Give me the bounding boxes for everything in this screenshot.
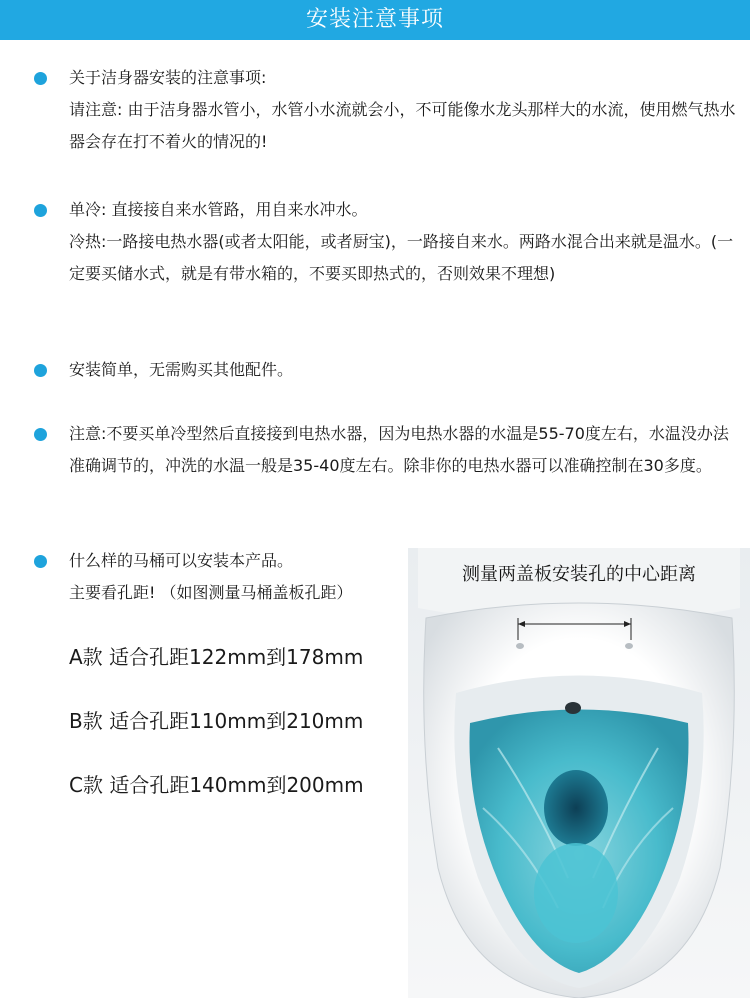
note-heading: 安装简单，无需购买其他配件。 (69, 360, 294, 379)
bullet-dot (34, 555, 47, 568)
note-heading: 什么样的马桶可以安装本产品。 (69, 551, 294, 570)
bullet-dot (34, 364, 47, 377)
note-body: 主要看孔距! （如图测量马桶盖板孔距） (69, 583, 353, 602)
page-title: 安装注意事项 (305, 7, 444, 32)
note-text-1 (69, 62, 739, 158)
model-c-spec: C款 适合孔距140mm到200mm (69, 773, 364, 797)
note-text-3 (69, 354, 739, 386)
bullet-dot (34, 72, 47, 85)
note-body: 冷热:一路接电热水器(或者太阳能，或者厨宝)，一路接自来水。两路水混合出来就是温水。(一定要买储水式，就是有带水箱的，不要买即热式的，否则效果不理想) (69, 232, 734, 283)
bullet-dot (34, 204, 47, 217)
measurement-caption: 测量两盖板安装孔的中心距离 (462, 564, 696, 585)
note-heading: 单冷: 直接接自来水管路，用自来水冲水。 (69, 200, 368, 219)
note-text-2 (69, 194, 739, 290)
note-heading: 关于洁身器安装的注意事项: (69, 68, 267, 87)
page-header (0, 0, 750, 40)
note-text-5 (69, 545, 409, 609)
bullet-dot (34, 428, 47, 441)
model-b-spec: B款 适合孔距110mm到210mm (69, 709, 364, 733)
model-a-spec: A款 适合孔距122mm到178mm (69, 645, 364, 669)
toilet-illustration (408, 548, 750, 998)
toilet-photo (408, 548, 750, 998)
note-text-4 (69, 418, 739, 482)
note-body: 请注意: 由于洁身器水管小，水管小水流就会小，不可能像水龙头那样大的水流，使用燃气热水器会存在打不着火的情况的! (69, 100, 736, 151)
note-body: 注意:不要买单冷型然后直接接到电热水器，因为电热水器的水温是55-70度左右，水温没办法准确调节的，冲洗的水温一般是35-40度左右。除非你的电热水器可以准确控制在30多度。 (69, 424, 729, 475)
